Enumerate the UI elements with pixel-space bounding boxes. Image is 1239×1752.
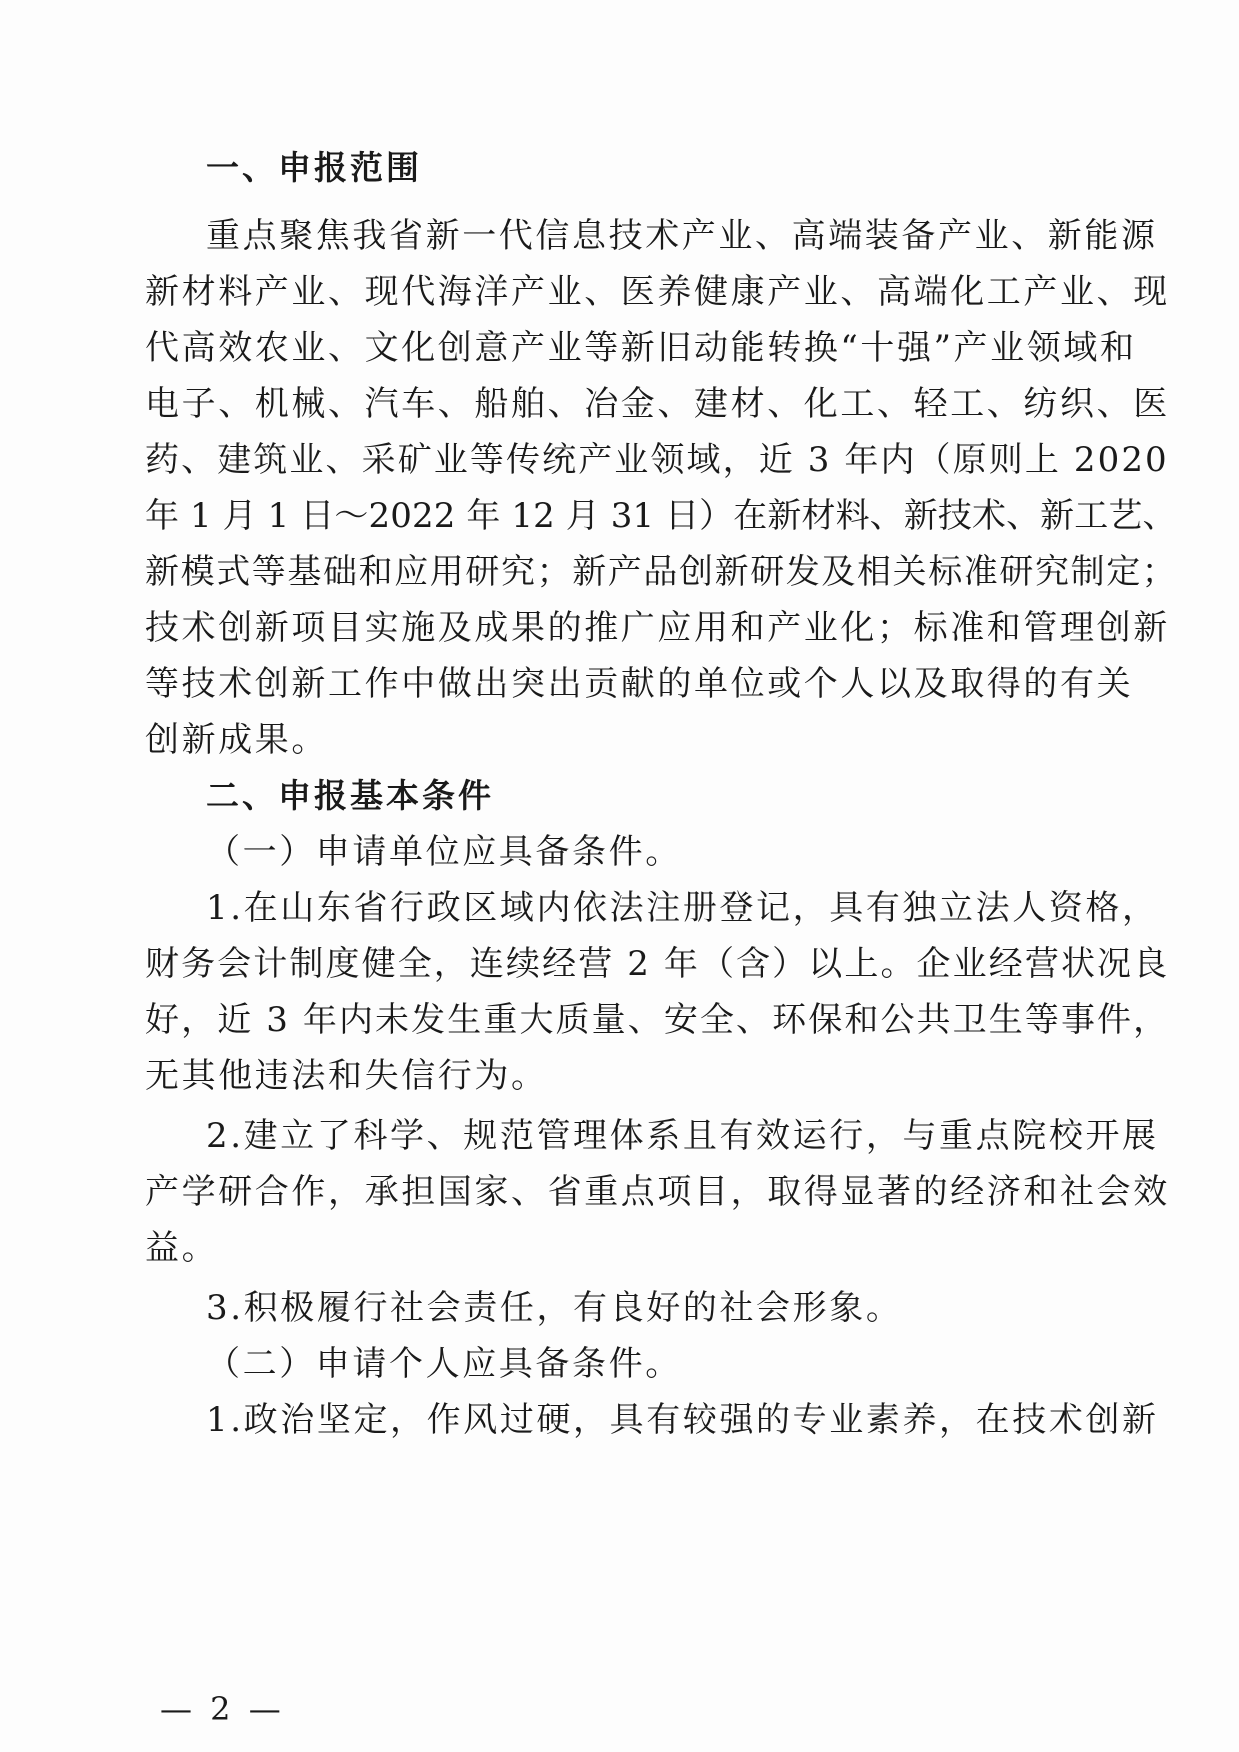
paragraph-line: 好，近 3 年内未发生重大质量、安全、环保和公共卫生等事件， [145, 1000, 1170, 1040]
paragraph-line: 1.政治坚定，作风过硬，具有较强的专业素养，在技术创新 [206, 1400, 1159, 1440]
paragraph-line: 创新成果。 [145, 720, 328, 760]
paragraph-line: 药、建筑业、采矿业等传统产业领域，近 3 年内（原则上 2020 [145, 440, 1169, 480]
subsection-heading: （一）申请单位应具备条件。 [206, 832, 682, 872]
paragraph-line: 等技术创新工作中做出突出贡献的单位或个人以及取得的有关 [145, 664, 1134, 704]
paragraph-line: 新材料产业、现代海洋产业、医养健康产业、高端化工产业、现 [145, 272, 1170, 312]
section1-heading: 一、申报范围 [206, 148, 422, 187]
paragraph-line: 2.建立了科学、规范管理体系且有效运行，与重点院校开展 [206, 1116, 1159, 1156]
paragraph-line: 技术创新项目实施及成果的推广应用和产业化；标准和管理创新 [145, 608, 1170, 648]
paragraph-line: 益。 [145, 1228, 219, 1268]
paragraph-line: 新模式等基础和应用研究；新产品创新研发及相关标准研究制定； [145, 552, 1178, 592]
paragraph-line: 3.积极履行社会责任，有良好的社会形象。 [206, 1288, 903, 1328]
paragraph-line: 代高效农业、文化创意产业等新旧动能转换“十强”产业领域和 [145, 328, 1137, 368]
subsection-heading: （二）申请个人应具备条件。 [206, 1344, 682, 1384]
page-number: — 2 — [160, 1690, 285, 1728]
paragraph-line: 无其他违法和失信行为。 [145, 1056, 548, 1096]
paragraph-line: 电子、机械、汽车、船舶、冶金、建材、化工、轻工、纺织、医 [145, 384, 1170, 424]
paragraph-line: 产学研合作，承担国家、省重点项目，取得显著的经济和社会效 [145, 1172, 1170, 1212]
paragraph-line: 财务会计制度健全，连续经营 2 年（含）以上。企业经营状况良 [145, 944, 1170, 984]
paragraph-line: 1.在山东省行政区域内依法注册登记，具有独立法人资格， [206, 888, 1159, 928]
section2-heading: 二、申报基本条件 [206, 776, 494, 815]
paragraph-line: 重点聚焦我省新一代信息技术产业、高端装备产业、新能源 [206, 216, 1158, 256]
paragraph-line: 年 1 月 1 日～2022 年 12 月 31 日）在新材料、新技术、新工艺、 [145, 496, 1177, 536]
